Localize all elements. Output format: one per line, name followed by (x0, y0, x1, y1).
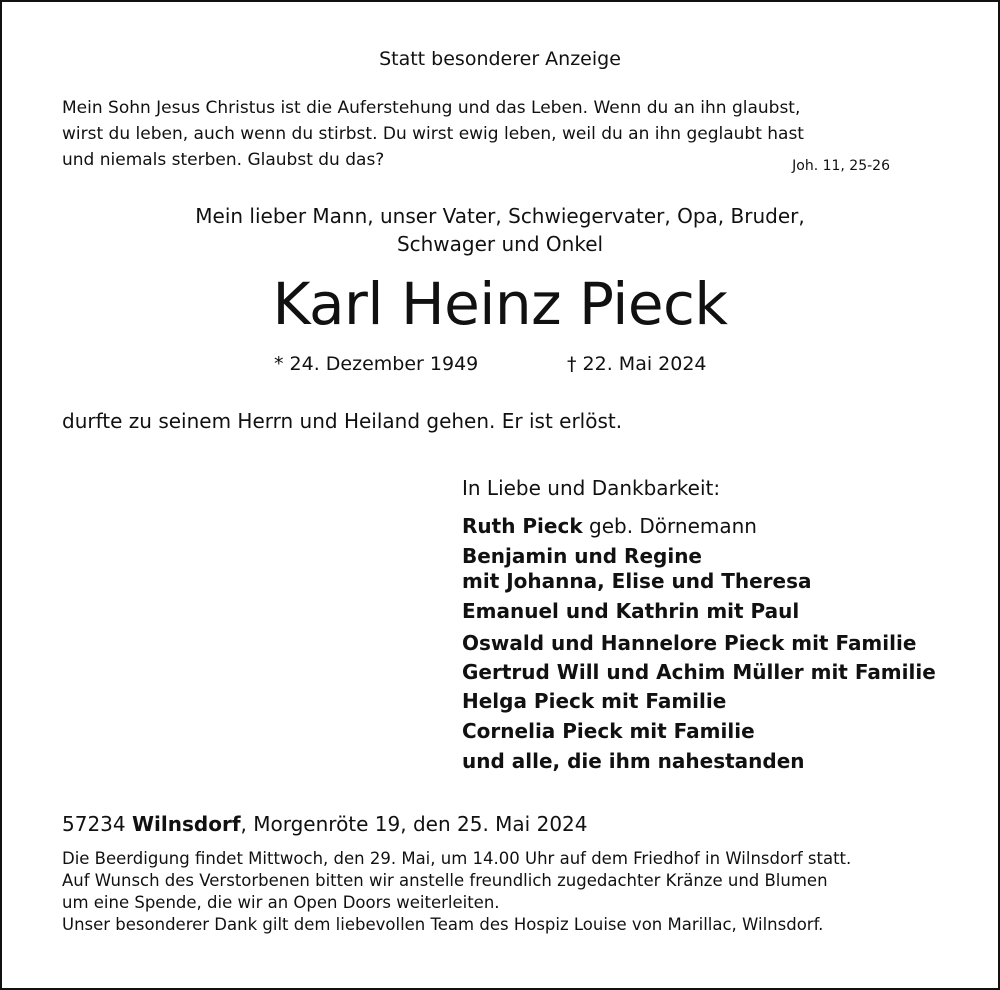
verse-line: Mein Sohn Jesus Christus ist die Auferstehung und das Leben. Wenn du an ihn glaubst, (62, 98, 801, 118)
mourner-line: Oswald und Hannelore Pieck mit Familie (462, 631, 917, 655)
mourner-line: und alle, die ihm nahestanden (462, 749, 805, 773)
mourner-line: Emanuel und Kathrin mit Paul (462, 599, 800, 623)
mourner-line: Helga Pieck mit Familie (462, 689, 727, 713)
intro-text (2, 202, 998, 258)
verse-line: und niemals sterben. Glaubst du das? (62, 150, 385, 170)
note-line: Die Beerdigung findet Mittwoch, den 29. Mai, um 14.00 Uhr auf dem Friedhof in Wilnsdorf statt. (62, 849, 852, 868)
note-line: Auf Wunsch des Verstorbenen bitten wir anstelle freundlich zugedachter Kränze und Blumen (62, 871, 828, 890)
address-rest: , Morgenröte 19, den 25. Mai 2024 (240, 812, 588, 836)
intro-line: Mein lieber Mann, unser Vater, Schwiegervater, Opa, Bruder, (195, 204, 805, 228)
passage-text: durfte zu seinem Herrn und Heiland gehen. Er ist erlöst. (62, 409, 623, 433)
note-line: um eine Spende, die wir an Open Doors weiterleiten. (62, 893, 500, 912)
mourner-line (462, 514, 757, 538)
mourner-maiden-name: geb. Dörnemann (582, 514, 757, 538)
bible-verse (62, 95, 804, 173)
note-line: Unser besonderer Dank gilt dem liebevollen Team des Hospiz Louise von Marillac, Wilnsdorf. (62, 915, 824, 934)
mourner-line: Gertrud Will und Achim Müller mit Familie (462, 660, 936, 684)
verse-line: wirst du leben, auch wenn du stirbst. Du wirst ewig leben, weil du an ihn geglaubt hast (62, 124, 804, 144)
address-zip: 57234 (62, 812, 132, 836)
address-city: Wilnsdorf (131, 812, 241, 836)
intro-line: Schwager und Onkel (396, 232, 604, 256)
address-line (62, 812, 588, 836)
mourners-intro: In Liebe und Dankbarkeit: (462, 476, 721, 500)
mourner-name: Ruth Pieck (462, 514, 583, 538)
verse-reference: Joh. 11, 25-26 (792, 158, 890, 174)
death-date: † 22. Mai 2024 (567, 353, 707, 375)
mourner-line: mit Johanna, Elise und Theresa (462, 569, 812, 593)
birth-date: * 24. Dezember 1949 (274, 353, 479, 375)
funeral-notes (62, 848, 851, 936)
deceased-name: Karl Heinz Pieck (272, 270, 728, 338)
mourner-line: Benjamin und Regine (462, 544, 702, 568)
notice-header: Statt besonderer Anzeige (379, 48, 621, 70)
mourner-line: Cornelia Pieck mit Familie (462, 719, 755, 743)
